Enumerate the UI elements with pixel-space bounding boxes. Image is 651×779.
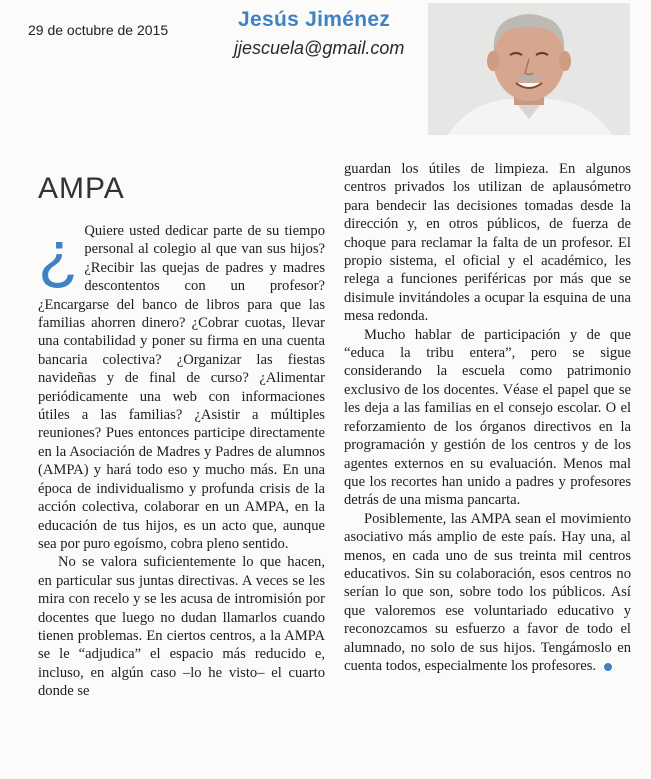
article-column-left <box>38 217 325 701</box>
author-portrait-icon <box>428 3 630 135</box>
paragraph: Quiere usted dedicar parte de su tiempo personal al colegio al que van sus hijos? ¿Recibir las quejas de padres y madres descontentos con un profesor? ¿Encargarse del banco de libros para que las familias ahorren dinero? ¿Cobrar cuotas, llevar una contabilidad y poner su firma en una cuenta bancaria colectiva? ¿Organizar las fiestas navideñas y de final de curso? ¿Alimentar periódicamente una web con informaciones útiles a las familias? ¿Asistir a múltiples reuniones? Pues entonces participe directamente en la Asociación de Madres y Padres de alumnos (AMPA) y hará todo eso y mucho más. En una época de individualismo y profunda crisis de la acción colectiva, colaborar en un AMPA, en la educación de tus hijos, es un acto que, aunque sea por puro egoísmo, cobra pleno sentido. <box>38 223 325 552</box>
end-of-article-icon <box>604 663 612 671</box>
paragraph: Mucho hablar de participación y de que “educa la tribu entera”, pero se sigue considerando la escuela como patrimonio exclusivo de los docentes. Véase el papel que se les deja a las familias en el consejo escolar. O el reforzamiento de los órganos directivos en la programación y gestión de los centros y de los agentes externos en su evaluación. Menos mal que los recortes han unido a padres y profesores detrás de una misma pancarta. <box>344 326 631 509</box>
author-email[interactable]: jjescuela@gmail.com <box>234 38 405 58</box>
paragraph: guardan los útiles de limpieza. En algunos centros privados los utilizan de aplausómetro para bendecir las decisiones tomadas desde la dirección y, en otros públicos, de fuerza de choque para reclamar la falta de un profesor. El propio sistema, el oficial y el académico, les relega a funciones periféricas por más que se disimule invitándoles a ocupar la esquina de una mesa redonda. <box>344 161 631 325</box>
paragraph: No se valora suficientemente lo que hacen, en particular sus juntas directivas. A veces se les mira con recelo y se les acusa de intromisión por docentes que luego no dudan llamarlos cuando tienen problemas. En ciertos centros, a la AMPA se le “adjudica” el espacio más reducido e, incluso, en algún caso –lo he visto– el cuarto donde se <box>38 554 325 700</box>
author-name: Jesús Jiménez <box>238 8 391 31</box>
paragraph <box>344 510 631 676</box>
author-photo <box>428 3 630 135</box>
dropcap: ¿ <box>38 217 79 291</box>
article-date: 29 de octubre de 2015 <box>28 22 169 38</box>
article-column-right <box>344 160 631 675</box>
paragraph-text: Posiblemente, las AMPA sean el movimiento asociativo más amplio de este país. Hay una, al menos, en cada uno de sus treinta mil centros educativos. Sin su colaboración, esos centros no serían lo que son, sobre todo los públicos. Así que valoremos ese voluntariado educativo y reconozcamos su esfuerzo a favor de todo el alumnado, no solo de sus hijos. Tengámoslo en cuenta todos, especialmente los profesores. <box>344 510 631 674</box>
article-title: AMPA <box>38 172 125 205</box>
